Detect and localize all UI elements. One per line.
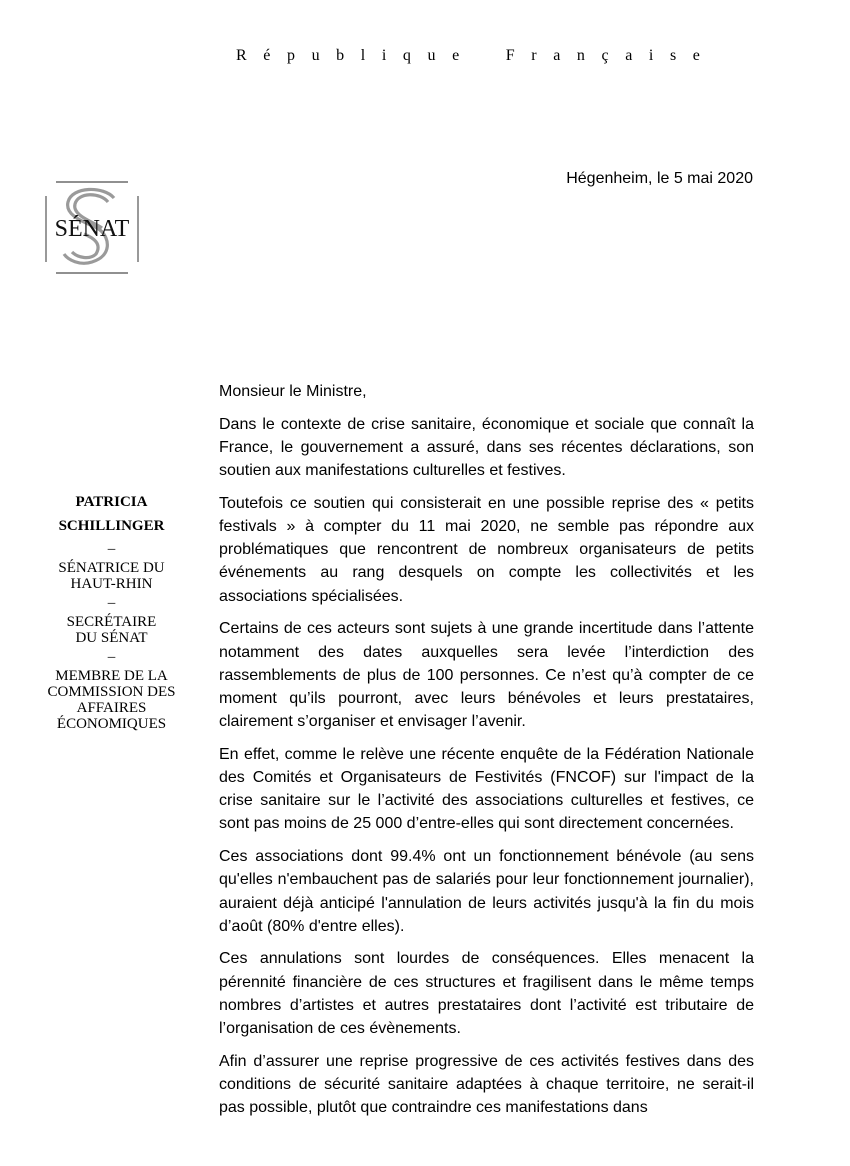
separator: –	[107, 541, 116, 557]
paragraph-petits-festivals: Toutefois ce soutien qui consisterait en une possible reprise des « petits festivals » à compter du 11 mai 2020, ne semble pas répondre aux problématiques que rencontrent de nombreux organisateurs de petits événements au rang desquels on compte les collectivités et les associations spécialisées.	[219, 494, 754, 605]
letter-body	[219, 380, 754, 1129]
paragraph-associations: Ces associations dont 99.4% ont un fonctionnement bénévole (au sens qu'elles n'embauchent pas de salariés pour leur fonctionnement journalier), auraient déjà anticipé l'annulation de leurs activités jusqu'à la fin du mois d’août (80% d'entre elles).	[219, 848, 754, 935]
separator: –	[107, 595, 116, 611]
role-senatrice-line1: SÉNATRICE DU	[58, 560, 165, 576]
logo-text: SÉNAT	[54, 216, 130, 242]
paragraph-reprise: Afin d’assurer une reprise progressive de ces activités festives dans des conditions de sécurité sanitaire adaptées à chaque territoire, ne serait-il pas possible, plutôt que contraindre ces manifestations dans	[219, 1052, 754, 1117]
role-membre-line3: AFFAIRES	[76, 700, 147, 716]
sender-name-first: PATRICIA	[75, 494, 148, 510]
salutation: Monsieur le Ministre,	[219, 383, 367, 400]
paragraph-annulations: Ces annulations sont lourdes de conséquences. Elles menacent la pérennité financière de ces structures et fragilisent dans le même temps nombres d’artistes et autres prestataires dont l’activité est tributaire de l’organisation de ces évènements.	[219, 950, 754, 1038]
letterhead-republique-francaise	[236, 47, 716, 65]
role-secretaire-line2: DU SÉNAT	[75, 630, 148, 646]
role-membre-line1: MEMBRE DE LA	[55, 668, 168, 684]
separator: –	[107, 649, 116, 665]
paragraph-incertitude: Certains de ces acteurs sont sujets à une grande incertitude dans l’attente notamment des dates auxquelles sera levée l’interdiction des rassemblements de plus de 100 personnes. Ce n’est qu’à compter de ce moment qu’ils pourront, avec leurs bénévoles et leurs prestataires, clairement s’organiser et envisager l’avenir.	[219, 620, 754, 731]
sender-name-last: SCHILLINGER	[58, 518, 165, 534]
paragraph-context: Dans le contexte de crise sanitaire, économique et sociale que connaît la France, le gouvernement a assuré, dans ses récentes déclarations, son soutien aux manifestations culturelles et festives.	[219, 415, 754, 480]
role-senatrice-line2: HAUT-RHIN	[70, 576, 153, 592]
senat-logo	[44, 178, 140, 278]
header-word-republique: République	[236, 47, 476, 64]
role-membre-line2: COMMISSION DES	[47, 684, 176, 700]
header-word-francaise: Française	[505, 47, 717, 64]
paragraph-enquete-fncof: En effet, comme le relève une récente enquête de la Fédération Nationale des Comités et Organisateurs de Festivités (FNCOF) sur l'impact de la crise sanitaire sur le l’activité des associations culturelles et festives, ce sont pas moins de 25 000 d’entre-elles qui sont directement concernées.	[219, 745, 754, 833]
role-membre-line4: ÉCONOMIQUES	[56, 716, 167, 732]
role-secretaire-line1: SECRÉTAIRE	[66, 614, 157, 630]
date-line: Hégenheim, le 5 mai 2020	[566, 170, 753, 187]
sender-sidebar	[40, 490, 183, 732]
